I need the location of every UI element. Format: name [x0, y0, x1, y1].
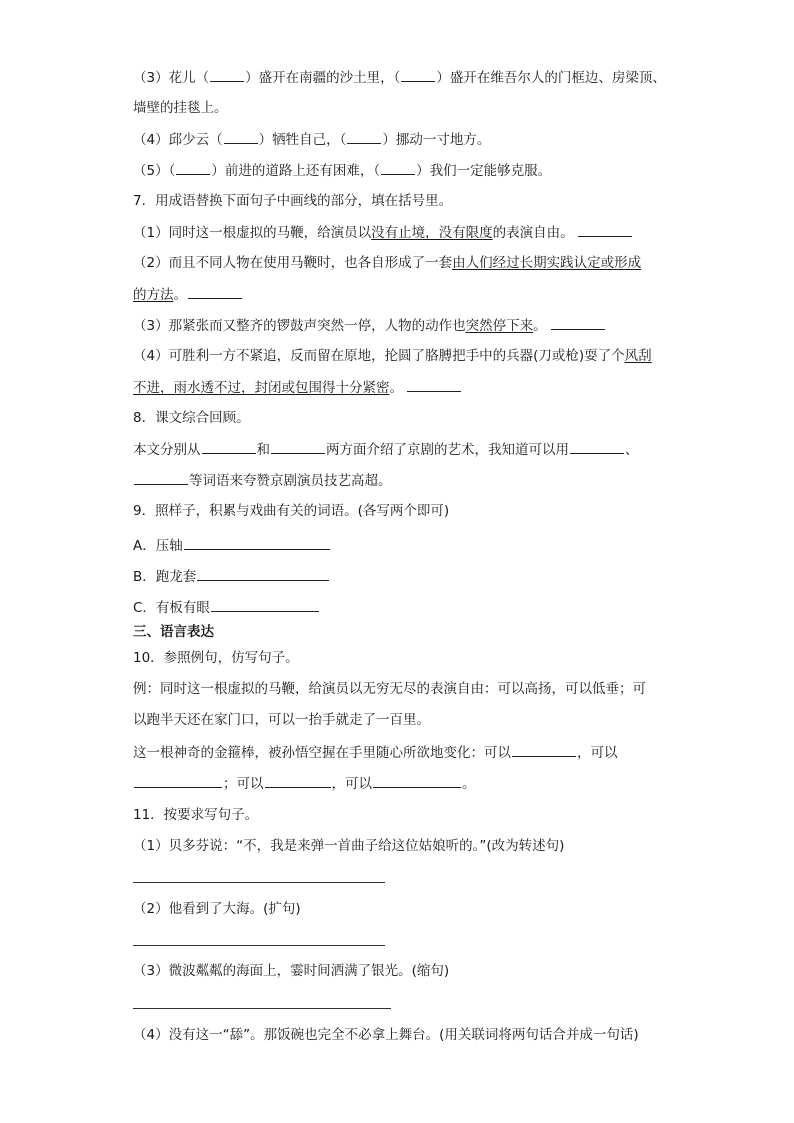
q7-1-answer-blank[interactable]	[578, 223, 632, 237]
section-3-heading	[133, 623, 214, 641]
q9-b-label: B．跑龙套	[133, 569, 197, 585]
q7-title	[133, 192, 452, 210]
q11-title	[133, 806, 258, 824]
q6-5-blank-1[interactable]	[176, 161, 210, 175]
q11-3-answer-line[interactable]	[133, 1008, 391, 1009]
q10-example-text-2: 以跑半天还在家门口，可以一抬手就走了一百里。	[133, 712, 430, 728]
q8-blank-2[interactable]	[271, 440, 325, 454]
q8-text-b: 和	[256, 442, 270, 458]
q6-3-text-b: ）盛开在南疆的沙土里，（	[245, 70, 401, 86]
q9-c-blank[interactable]	[211, 598, 319, 612]
q11-sentence-1	[133, 837, 564, 855]
q7-4-text-b: 。	[389, 380, 403, 396]
q10-answer-line-2	[133, 774, 476, 793]
q9-b-blank[interactable]	[197, 567, 329, 581]
q10-text-a: 这一根神奇的金箍棒，被孙悟空握在手里随心所欲地变化：可以	[133, 745, 511, 761]
q8-line-2	[133, 471, 392, 490]
q7-3-underlined: 突然停下来	[465, 318, 534, 334]
q6-5-text-c: ）我们一定能够克服。	[416, 163, 552, 179]
q7-sentence-2-line-2	[133, 285, 243, 304]
q7-1-underlined: 没有止境，没有限度	[371, 225, 493, 241]
q10-example-line-1	[133, 680, 646, 698]
q8-line-1	[133, 440, 639, 459]
q7-2-text-b: 。	[173, 287, 187, 303]
q10-title-text: 10．参照例句，仿写句子。	[133, 650, 299, 666]
q11-sentence-3	[133, 962, 449, 980]
q9-a-label: A．压轴	[133, 538, 183, 554]
q7-2-text-a: （2）而且不同人物在使用马鞭时，也各自形成了一套	[133, 255, 453, 271]
q9-option-c	[133, 598, 320, 617]
q6-4-text-c: ）挪动一寸地方。	[382, 132, 491, 148]
q7-2-answer-blank[interactable]	[188, 285, 242, 299]
q6-3-text-d: 墙壁的挂毯上。	[133, 100, 228, 116]
section-3-text: 三、语言表达	[133, 624, 214, 640]
q7-sentence-1	[133, 223, 633, 242]
q8-text-a: 本文分别从	[133, 442, 201, 458]
q6-item-4	[133, 130, 490, 149]
q10-title	[133, 649, 299, 667]
q8-title	[133, 409, 250, 427]
q7-2-underlined-2: 的方法	[133, 287, 174, 303]
q6-4-blank-2[interactable]	[347, 130, 381, 144]
q6-4-text-a: （4）邱少云（	[133, 132, 223, 148]
q10-blank-3[interactable]	[265, 774, 331, 788]
q7-4-underlined-2: 不进，雨水透不过，封闭或包围得十分紧密	[133, 380, 390, 396]
q7-sentence-4-line-2	[133, 378, 462, 397]
q10-text-e: 。	[462, 776, 476, 792]
q6-4-blank-1[interactable]	[224, 130, 258, 144]
q6-item-3-line-2	[133, 99, 228, 117]
q6-item-3-line-1	[133, 68, 666, 87]
q6-3-text-a: （3）花儿（	[133, 70, 210, 86]
q10-text-b: ，可以	[577, 745, 618, 761]
q10-blank-2[interactable]	[134, 774, 222, 788]
q11-1-answer-line[interactable]	[133, 882, 385, 883]
q11-sentence-2	[133, 900, 301, 918]
q7-1-text-a: （1）同时这一根虚拟的马鞭，给演员以	[133, 225, 372, 241]
q7-2-underlined-1: 由人们经过长期实践认定或形成	[452, 255, 642, 271]
q6-4-text-b: ）牺牲自己，（	[258, 132, 347, 148]
q6-3-blank-1[interactable]	[210, 68, 244, 82]
q8-text-e: 等词语来夸赞京剧演员技艺高超。	[189, 473, 392, 489]
q9-title	[133, 502, 449, 520]
q11-2-text: （2）他看到了大海。(扩句)	[133, 901, 301, 917]
q11-title-text: 11．按要求写句子。	[133, 807, 259, 823]
q7-4-underlined-1: 风刮	[624, 348, 652, 364]
q9-c-label: C．有板有眼	[133, 600, 210, 616]
q10-answer-line-1	[133, 743, 618, 762]
q7-3-text-b: 。	[533, 318, 547, 334]
q6-5-text-a: （5）（	[133, 163, 176, 179]
q8-blank-3[interactable]	[570, 440, 624, 454]
q9-option-b	[133, 567, 330, 586]
q7-sentence-2-line-1	[133, 254, 641, 272]
q10-blank-4[interactable]	[373, 774, 461, 788]
q11-2-answer-line[interactable]	[133, 945, 385, 946]
q9-title-text: 9．照样子，积累与戏曲有关的词语。(各写两个即可)	[133, 503, 450, 519]
q6-3-blank-2[interactable]	[401, 68, 435, 82]
q7-4-text-a: （4）可胜利一方不紧追，反而留在原地，抡圆了胳膊把手中的兵器(刀或枪)耍了个	[133, 348, 625, 364]
q6-item-5	[133, 161, 551, 180]
q11-sentence-4	[133, 1026, 639, 1044]
q6-3-text-c: ）盛开在维吾尔人的门框边、房梁顶、	[436, 70, 666, 86]
q10-example-text-1: 例：同时这一根虚拟的马鞭，给演员以无穷无尽的表演自由：可以高扬，可以低垂；可	[133, 681, 646, 697]
q10-text-c: ；可以	[223, 776, 264, 792]
q7-title-text: 7．用成语替换下面句子中画线的部分，填在括号里。	[133, 193, 453, 209]
q6-5-text-b: ）前进的道路上还有困难，（	[211, 163, 381, 179]
q6-5-blank-2[interactable]	[381, 161, 415, 175]
q7-3-text-a: （3）那紧张而又整齐的锣鼓声突然一停，人物的动作也	[133, 318, 466, 334]
q7-sentence-4-line-1	[133, 347, 652, 365]
q11-4-text: （4）没有这一“舔”。那饭碗也完全不必拿上舞台。(用关联词将两句话合并成一句话)	[133, 1027, 639, 1043]
q9-option-a	[133, 536, 331, 555]
q9-a-blank[interactable]	[184, 536, 330, 550]
q7-4-answer-blank[interactable]	[407, 378, 461, 392]
q7-sentence-3	[133, 316, 606, 335]
q7-3-answer-blank[interactable]	[551, 316, 605, 330]
q11-1-text: （1）贝多芬说：“不，我是来弹一首曲子给这位姑娘听的。”(改为转述句)	[133, 838, 565, 854]
q8-blank-4[interactable]	[134, 471, 188, 485]
q10-example-line-2	[133, 711, 430, 729]
q8-blank-1[interactable]	[202, 440, 256, 454]
q8-title-text: 8．课文综合回顾。	[133, 410, 250, 426]
q10-text-d: ，可以	[331, 776, 372, 792]
q8-text-d: 、	[625, 442, 639, 458]
q8-text-c: 两方面介绍了京剧的艺术，我知道可以用	[326, 442, 569, 458]
q11-3-text: （3）微波粼粼的海面上，霎时间洒满了银光。(缩句)	[133, 963, 450, 979]
q7-1-text-b: 的表演自由。	[492, 225, 574, 241]
q10-blank-1[interactable]	[512, 743, 576, 757]
